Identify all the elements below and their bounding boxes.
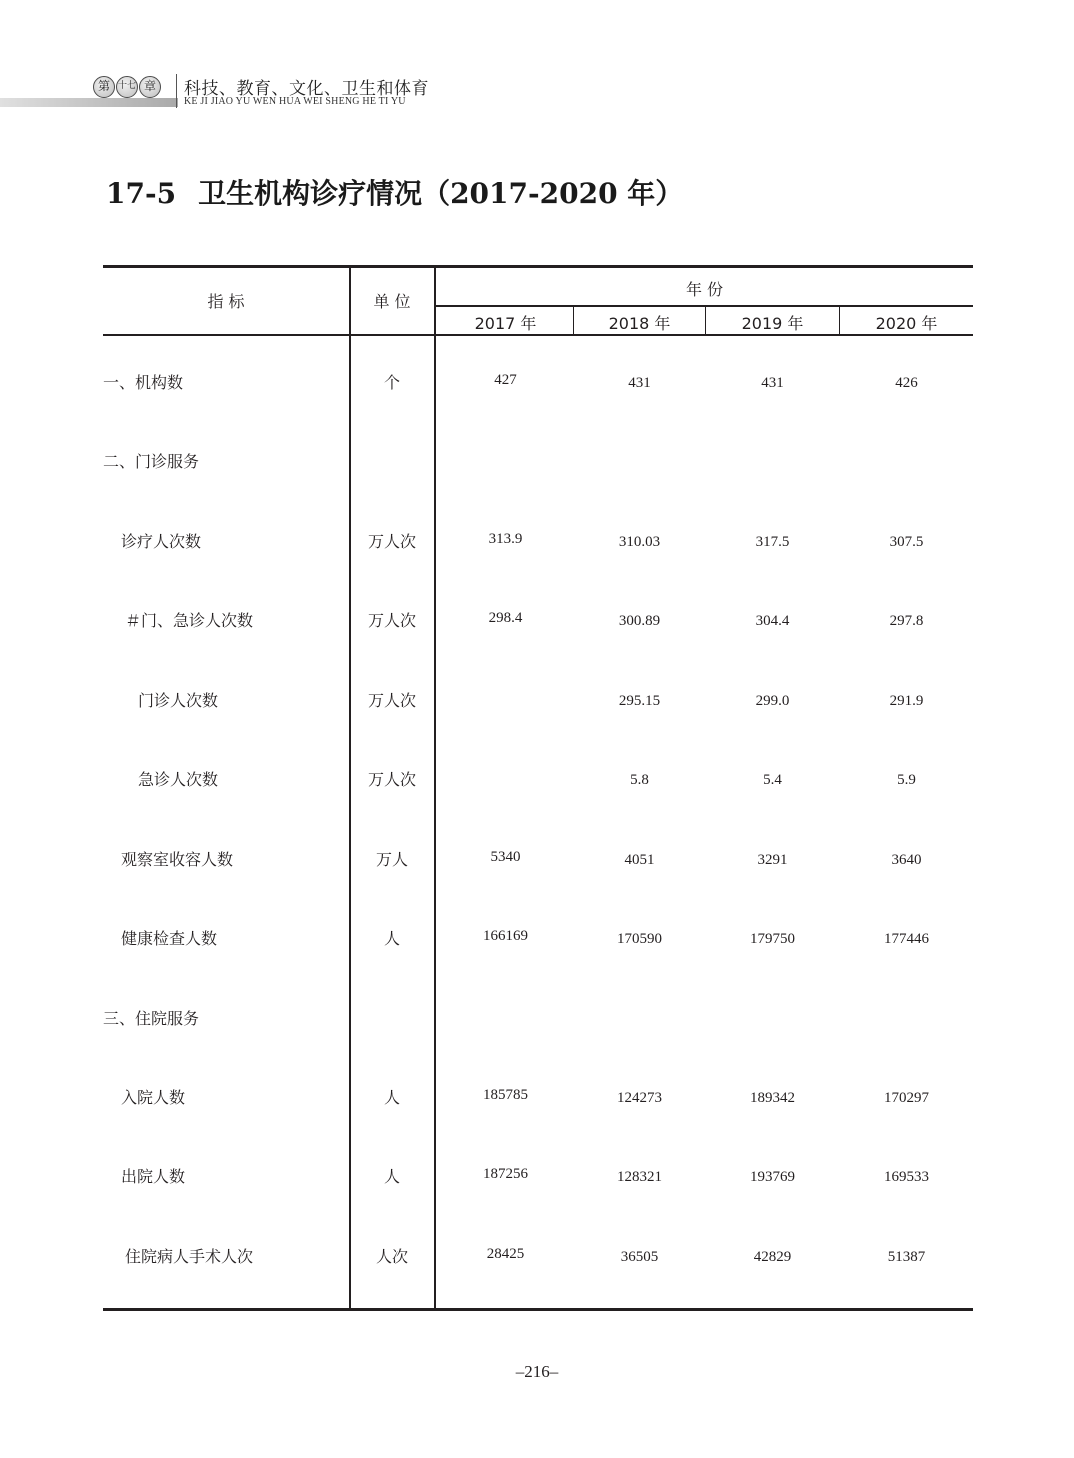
row-value: 170297 <box>884 1090 929 1106</box>
row-unit: 个 <box>383 373 400 392</box>
row-label: 住院病人手术人次 <box>125 1247 254 1266</box>
row-value: 128321 <box>617 1169 662 1185</box>
column-header-year: 2020 年 <box>875 314 938 333</box>
row-value: 300.89 <box>618 613 661 629</box>
table-row <box>103 1162 973 1192</box>
column-header-indicator: 指 标 <box>207 292 245 311</box>
row-value: 36505 <box>620 1249 659 1265</box>
chapter-badge-char: 十七 <box>116 76 138 98</box>
table-title: 卫生机构诊疗情况（2017-2020 年） <box>198 177 684 210</box>
row-label: 三、住院服务 <box>103 1009 200 1028</box>
row-value: 291.9 <box>889 693 924 709</box>
row-value: 5.9 <box>897 772 916 788</box>
row-value: 177446 <box>884 931 929 947</box>
row-value: 5340 <box>490 849 521 865</box>
row-value: 187256 <box>483 1166 528 1182</box>
row-unit: 万人次 <box>367 770 416 789</box>
row-value: 307.5 <box>889 534 924 550</box>
row-label: 观察室收容人数 <box>121 850 234 869</box>
row-value: 426 <box>895 375 918 391</box>
column-header-year: 2019 年 <box>741 314 804 333</box>
table-row <box>103 1004 973 1034</box>
row-value: 310.03 <box>618 534 661 550</box>
row-label: 诊疗人次数 <box>121 532 202 551</box>
row-label: 出院人数 <box>121 1167 186 1186</box>
chapter-title: 科技、教育、文化、卫生和体育 <box>184 79 429 99</box>
row-label: 二、门诊服务 <box>103 452 200 471</box>
table-number: 17-5 <box>106 177 177 210</box>
row-unit: 万人次 <box>367 611 416 630</box>
row-label: 一、机构数 <box>103 373 184 392</box>
row-label: 入院人数 <box>121 1088 186 1107</box>
row-value: 295.15 <box>618 693 661 709</box>
table-row <box>103 845 973 875</box>
row-value: 124273 <box>617 1090 662 1106</box>
chapter-badge-char: 章 <box>139 76 161 98</box>
column-header-unit: 单 位 <box>373 292 411 311</box>
table-row <box>103 765 973 795</box>
table-row <box>103 1242 973 1272</box>
table-row <box>103 447 973 477</box>
table-top-rule <box>103 265 973 268</box>
row-value: 317.5 <box>755 534 790 550</box>
row-value: 3291 <box>757 852 788 868</box>
row-value: 431 <box>761 375 784 391</box>
row-value: 304.4 <box>755 613 790 629</box>
header-gradient-bar <box>0 98 178 107</box>
row-unit: 人次 <box>375 1247 408 1266</box>
row-unit: 人 <box>383 929 400 948</box>
column-header-years: 年 份 <box>685 280 724 299</box>
page-title <box>106 172 683 212</box>
data-table <box>103 265 973 1312</box>
row-value: 5.4 <box>763 772 782 788</box>
row-value: 28425 <box>486 1246 525 1262</box>
table-row <box>103 686 973 716</box>
row-unit: 人 <box>383 1088 400 1107</box>
table-row <box>103 368 973 398</box>
row-value: 169533 <box>884 1169 929 1185</box>
chapter-badge <box>93 76 169 98</box>
page-number: –216– <box>515 1362 559 1381</box>
header-bottom-rule <box>103 334 973 336</box>
row-value: 297.8 <box>889 613 924 629</box>
row-value: 3640 <box>891 852 922 868</box>
row-unit: 人 <box>383 1167 400 1186</box>
row-unit: 万人 <box>375 850 408 869</box>
row-value: 189342 <box>750 1090 795 1106</box>
row-value: 166169 <box>483 928 528 944</box>
row-label: 急诊人次数 <box>138 770 219 789</box>
row-value: 299.0 <box>755 693 790 709</box>
row-value: 4051 <box>624 852 655 868</box>
chapter-pinyin: KE JI JIAO YU WEN HUA WEI SHENG HE TI YU <box>184 96 406 107</box>
chapter-badge-char: 第 <box>93 76 115 98</box>
column-header-year: 2017 年 <box>474 314 537 333</box>
row-label: 门诊人次数 <box>138 691 219 710</box>
row-label: 健康检查人数 <box>121 929 218 948</box>
row-value: 313.9 <box>488 531 523 547</box>
row-value: 42829 <box>753 1249 792 1265</box>
row-value: 427 <box>494 372 517 388</box>
running-header <box>0 70 1074 110</box>
row-value: 193769 <box>750 1169 795 1185</box>
row-value: 170590 <box>617 931 662 947</box>
row-label: ＃门、急诊人次数 <box>125 611 254 630</box>
column-header-year: 2018 年 <box>608 314 671 333</box>
row-value: 185785 <box>483 1087 528 1103</box>
row-unit: 万人次 <box>367 691 416 710</box>
table-row <box>103 606 973 636</box>
table-bottom-rule <box>103 1308 973 1311</box>
row-value: 298.4 <box>488 610 523 626</box>
row-value: 51387 <box>887 1249 926 1265</box>
table-row <box>103 527 973 557</box>
row-value: 5.8 <box>630 772 649 788</box>
row-unit: 万人次 <box>367 532 416 551</box>
header-separator <box>176 74 177 108</box>
table-row <box>103 1083 973 1113</box>
table-row <box>103 924 973 954</box>
row-value: 179750 <box>750 931 795 947</box>
row-value: 431 <box>628 375 651 391</box>
